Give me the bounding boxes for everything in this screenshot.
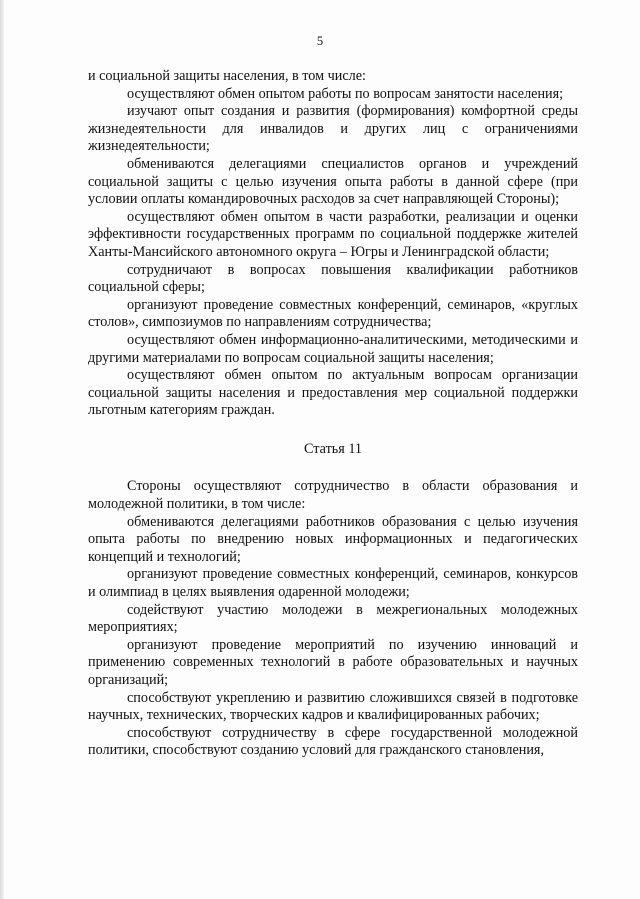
- list-item: сотрудничают в вопросах повышения квалификации работников социальной сферы;: [88, 261, 578, 296]
- article-heading: Статья 11: [304, 440, 362, 457]
- scan-edge: [0, 0, 4, 899]
- list-item: осуществляют обмен опытом по актуальным вопросам организации социальной защиты населения и предоставления мер социальной поддержки льготным категориям граждан.: [88, 367, 578, 419]
- list-item: осуществляют обмен опытом в части разработки, реализации и оценки эффективности государственных программ по социальной поддержке жителей Ханты-Мансийского автономного округа – Югры и Ленинградской области;: [88, 208, 578, 260]
- section-intro: и социальной защиты населения, в том числе:: [88, 68, 367, 84]
- list-item: осуществляют обмен опытом работы по вопросам занятости населения;: [127, 85, 564, 102]
- list-item: содействуют участию молодежи в межрегиональных молодежных мероприятиях;: [88, 601, 578, 636]
- document-body: [88, 68, 578, 760]
- page-number: 5: [316, 34, 324, 48]
- list-item: способствуют сотрудничеству в сфере государственной молодежной политики, способствуют созданию условий для гражданского становления,: [88, 724, 578, 759]
- list-item: осуществляют обмен информационно-аналитическими, методическими и другими материалами по вопросам социальной защиты населения;: [88, 331, 578, 366]
- list-item: изучают опыт создания и развития (формирования) комфортной среды жизнедеятельности для инвалидов и других лиц с ограничениями жизнедеятельности;: [88, 103, 578, 155]
- list-item: обмениваются делегациями специалистов органов и учреждений социальной защиты с целью изучения опыта работы в данной сфере (при условии оплаты командировочных расходов за счет направляющей Стороны);: [88, 155, 578, 208]
- list-item: организуют проведение совместных конференций, семинаров, «круглых столов», симпозиумов по направлениям сотрудничества;: [88, 296, 578, 331]
- article-intro: Стороны осуществляют сотрудничество в области образования и молодежной политики, в том числе:: [88, 478, 578, 513]
- list-item: способствуют укреплению и развитию сложившихся связей в подготовке научных, технических, творческих кадров и квалифицированных рабочих;: [88, 689, 578, 724]
- list-item: организуют проведение совместных конференций, семинаров, конкурсов и олимпиад в целях выявления одаренной молодежи;: [88, 566, 578, 601]
- list-item: обмениваются делегациями работников образования с целью изучения опыта работы по внедрению новых информационных и педагогических концепций и технологий;: [88, 513, 578, 565]
- list-item: организуют проведение мероприятий по изучению инноваций и применению современных технологий в работе образовательных и научных организаций;: [88, 636, 578, 688]
